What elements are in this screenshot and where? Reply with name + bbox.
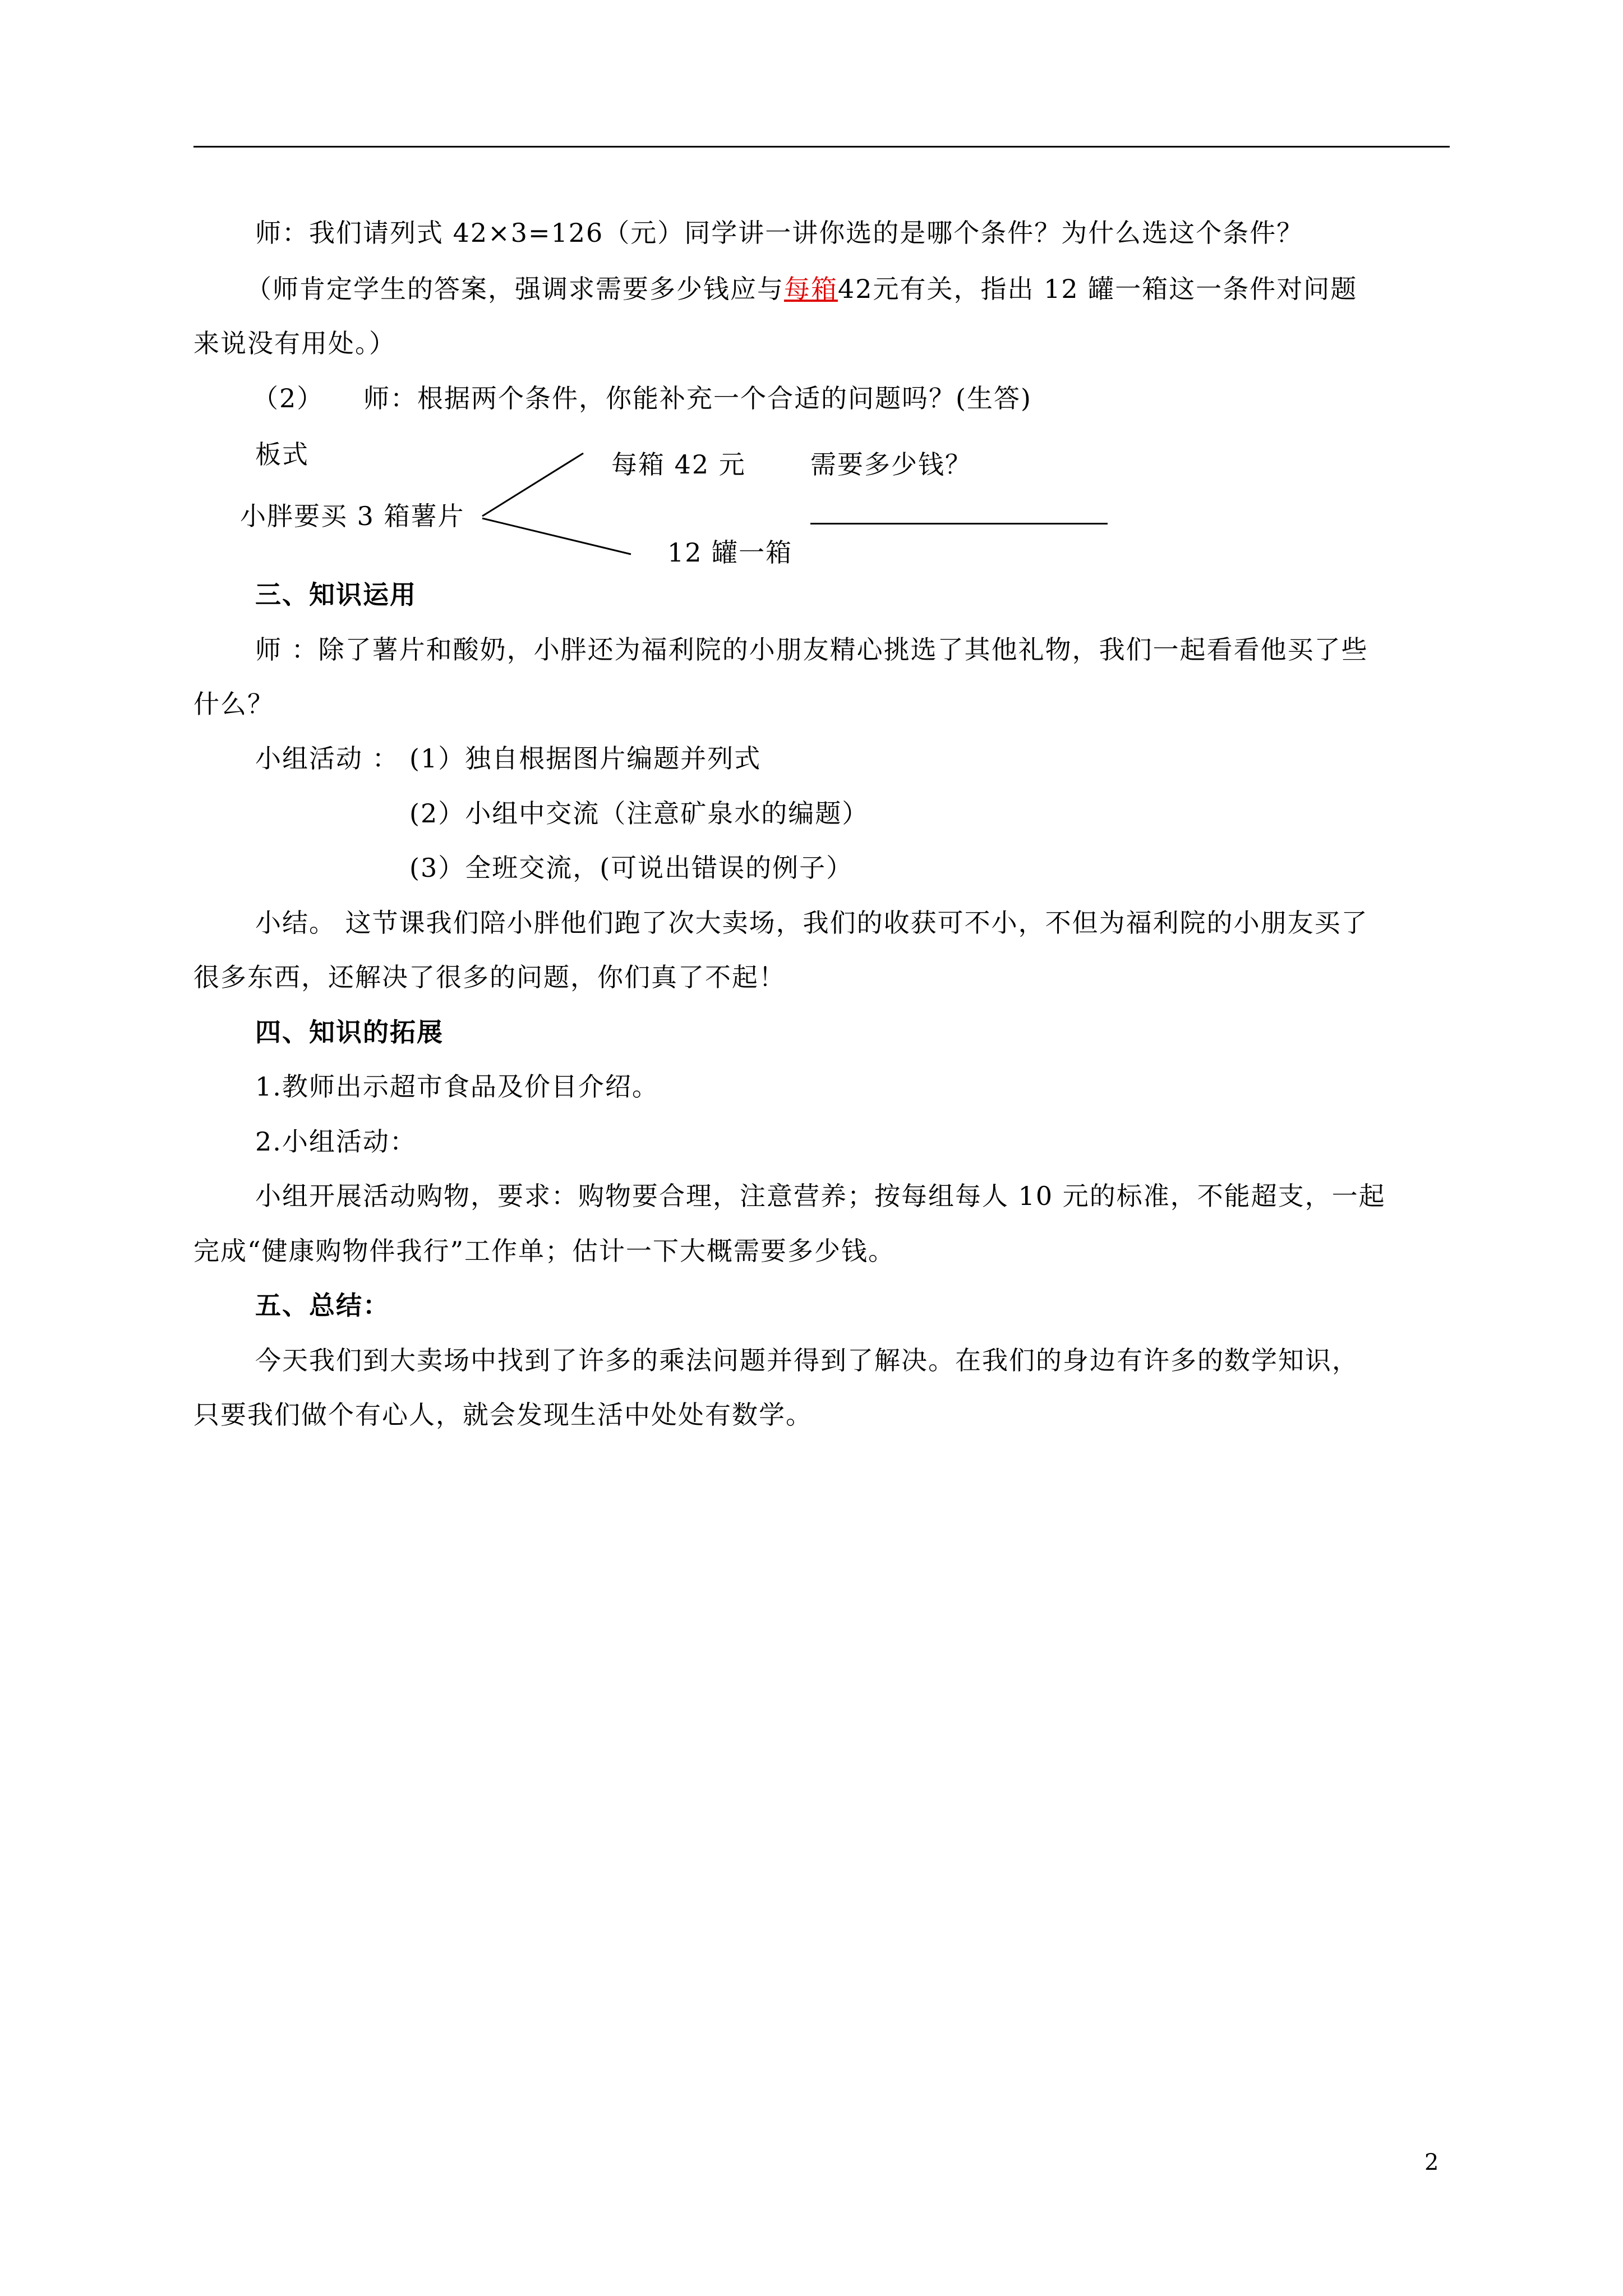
list-item-2: 2.小组活动： <box>255 1126 417 1157</box>
branch-line-top <box>482 453 583 516</box>
branch-line-bottom <box>482 518 631 554</box>
paragraph-section3: 师 ：除了薯片和酸奶，小胖还为福利院的小朋友精心挑选了其他礼物，我们一起看看他买了些 <box>255 634 1368 665</box>
board-branch-bottom: 12 罐一箱 <box>667 537 793 568</box>
activity-label: 小组活动 ： <box>255 743 399 774</box>
paragraph-continuation: 完成“健康购物伴我行”工作单；估计一下大概需要多少钱。 <box>193 1236 896 1266</box>
paragraph-text: （师肯定学生的答案，强调求需要多少钱应与 <box>246 274 784 304</box>
activity-item-3: (3）全班交流，(可说出错误的例子） <box>409 853 854 883</box>
board-subject: 小胖要买 3 箱薯片 <box>240 501 465 531</box>
section-heading-5: 五、总结： <box>255 1290 390 1320</box>
paragraph-continuation: 很多东西，还解决了很多的问题，你们真了不起！ <box>193 962 786 992</box>
page-number: 2 <box>1424 2150 1439 2175</box>
paragraph-teacher-supplement: 师：根据两个条件，你能补充一个合适的问题吗？(生答) <box>363 383 1032 413</box>
paragraph-continuation: 什么？ <box>193 689 274 719</box>
paragraph-section5: 今天我们到大卖场中找到了许多的乘法问题并得到了解决。在我们的身边有许多的数学知识， <box>255 1345 1359 1375</box>
list-item-1: 1.教师出示超市食品及价目介绍。 <box>255 1071 659 1102</box>
paragraph-summary: 小结。 这节课我们陪小胖他们跑了次大卖场，我们的收获可不小，不但为福利院的小朋友买了 <box>255 908 1368 938</box>
board-question: 需要多少钱？ <box>810 449 972 480</box>
highlighted-text: 每箱 <box>784 274 838 304</box>
item-number: （2） <box>252 383 324 413</box>
paragraph-section4: 小组开展活动购物，要求：购物要合理，注意营养；按每组每人 10 元的标准，不能超支，一起 <box>255 1181 1386 1211</box>
board-branch-top: 每箱 42 元 <box>611 449 746 480</box>
section-heading-4: 四、知识的拓展 <box>255 1017 444 1047</box>
section-heading-3: 三、知识运用 <box>255 579 417 610</box>
activity-item-2: (2）小组中交流（注意矿泉水的编题） <box>409 798 869 829</box>
paragraph-continuation: 来说没有用处。） <box>193 328 396 358</box>
paragraph-text: 42元有关，指出 12 罐一箱这一条件对问题 <box>838 274 1358 304</box>
activity-item-1: (1）独自根据图片编题并列式 <box>409 743 762 774</box>
paragraph-teacher-question: 师：我们请列式 42×3=126（元）同学讲一讲你选的是哪个条件？为什么选这个条件？ <box>255 218 1304 248</box>
board-label: 板式 <box>255 439 309 470</box>
paragraph-continuation: 只要我们做个有心人，就会发现生活中处处有数学。 <box>193 1400 813 1430</box>
